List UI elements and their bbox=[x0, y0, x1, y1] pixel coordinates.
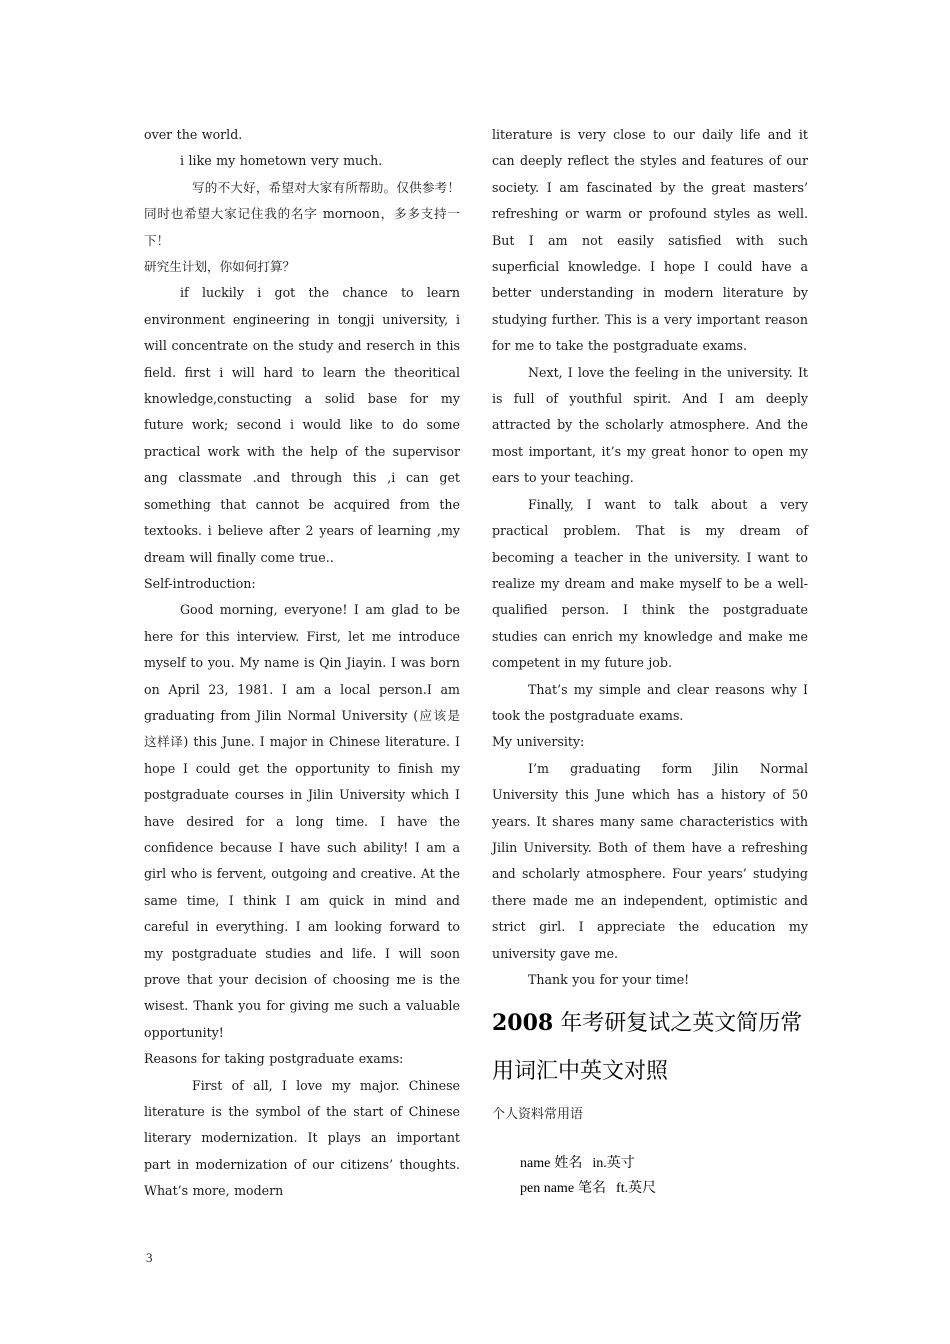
paragraph: Good morning, everyone! I am glad to be here for this interview. First, let me introduce myself to you. My name is Qin Jiayin. I was born on April 23, 1981. I am a local person.I am graduating from Jilin Normal University (应该是这样译) this June. I major in Chinese literature. I hope I could get the opportunity to finish my postgraduate courses in Jilin University which I have desired for a long time. I have the confidence because I have such ability! I am a girl who is fervent, outgoing and creative. At the same time, I think I am quick in mind and careful in everything. I am looking forward to my postgraduate studies and life. I will soon prove that your decision of choosing me is the wisest. Thank you for giving me such a valuable opportunity! bbox=[144, 602, 460, 1040]
paragraph: i like my hometown very much. bbox=[180, 153, 383, 169]
page-number: 3 bbox=[146, 1250, 153, 1265]
vocab-unit-en: ft. bbox=[616, 1180, 629, 1196]
vocab-en: pen name bbox=[520, 1180, 575, 1196]
section-label: Self-introduction: bbox=[144, 575, 256, 591]
vocab-list bbox=[492, 1151, 808, 1201]
section-label: 研究生计划，你如何打算？ bbox=[144, 259, 296, 275]
subheading: 个人资料常用语 bbox=[492, 1107, 584, 1123]
paragraph: 写的不大好，希望对大家有所帮助。仅供参考！同时也希望大家记住我的名字 mornoon，多多支持一下！ bbox=[144, 179, 460, 248]
section-label: Reasons for taking postgraduate exams: bbox=[144, 1051, 404, 1067]
paragraph: Thank you for your time! bbox=[528, 972, 690, 987]
vocab-zh: 姓名 bbox=[554, 1155, 583, 1171]
vocab-zh: 笔名 bbox=[578, 1180, 607, 1196]
paragraph: literature is very close to our daily life and it can deeply reflect the styles and features of our society. I am fascinated by the great masters’ refreshing or warm or profound styles as well. But I am not easily satisfied with such superficial knowledge. I hope I could have a better understanding in modern literature by studying further. This is a very important reason for me to take the postgraduate exams. bbox=[492, 127, 808, 354]
heading-text: 年考研复试之英文简历常用词汇中英文对照 bbox=[492, 1011, 803, 1085]
paragraph: Finally, I want to talk about a very practical problem. That is my dream of becoming a teacher in the university. I want to realize my dream and make myself to be a well-qualified person. I think the postgraduate studies can enrich my knowledge and make me competent in my future job. bbox=[492, 496, 808, 671]
paragraph: if luckily i got the chance to learn environment engineering in tongji university, i will concentrate on the study and reserch in this field. first i will hard to learn the theoritical knowledge,constucting a solid base for my future work; second i would like to do some practical work with the help of the supervisor ang classmate .and through this ,i can get something that cannot be acquired from the textooks. i believe after 2 years of learning ,my dream will finally come true.. bbox=[144, 285, 460, 565]
vocab-row bbox=[520, 1176, 808, 1201]
paragraph: over the world. bbox=[144, 127, 243, 142]
vocab-unit-en: in. bbox=[592, 1155, 607, 1171]
paragraph: Next, I love the feeling in the university. It is full of youthful spirit. And I am deeply attracted by the scholarly atmosphere. And the most important, it’s my great honor to open my ears to your teaching. bbox=[492, 364, 808, 486]
left-column bbox=[144, 122, 460, 1205]
vocab-unit-zh: 英尺 bbox=[628, 1180, 657, 1196]
right-column bbox=[492, 122, 808, 1201]
section-heading bbox=[492, 999, 808, 1096]
vocab-en: name bbox=[520, 1155, 551, 1171]
paragraph: I’m graduating form Jilin Normal University this June which has a history of 50 years. It shares many same characteristics with Jilin University. Both of them have a refreshing and scholarly atmosphere. Four years’ studying there made me an independent, optimistic and strict girl. I appreciate the education my university gave me. bbox=[492, 760, 808, 961]
vocab-unit-zh: 英寸 bbox=[606, 1155, 635, 1171]
section-label: My university: bbox=[492, 734, 585, 750]
heading-year: 2008 bbox=[492, 1010, 554, 1037]
vocab-row bbox=[520, 1151, 808, 1176]
paragraph: That’s my simple and clear reasons why I took the postgraduate exams. bbox=[492, 681, 808, 723]
paragraph: First of all, I love my major. Chinese literature is the symbol of the start of Chinese literary modernization. It plays an important part in modernization of our citizens’ thoughts. What’s more, modern bbox=[144, 1077, 460, 1199]
